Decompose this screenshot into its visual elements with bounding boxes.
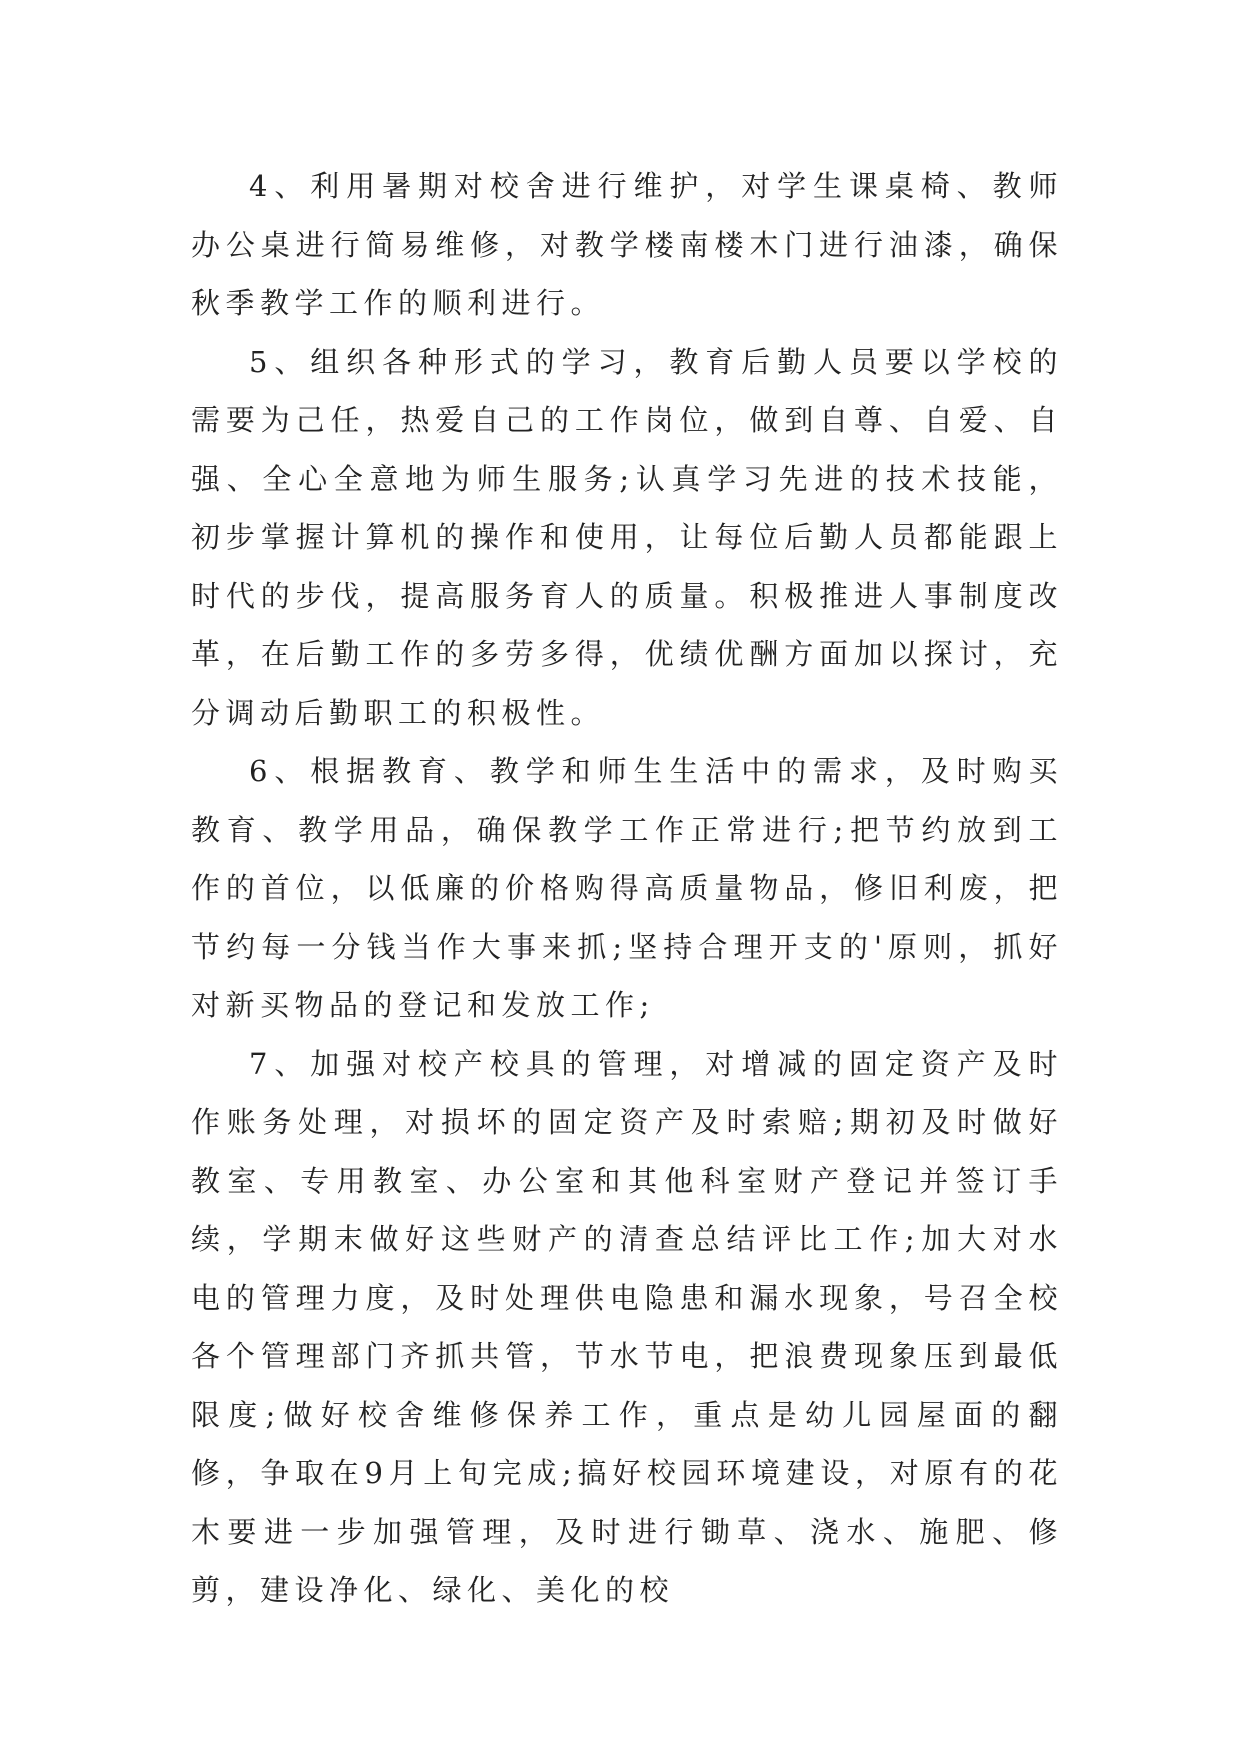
paragraph-item-4: 4、利用暑期对校舍进行维护，对学生课桌椅、教师办公桌进行简易维修，对教学楼南楼木门进行油漆，确保秋季教学工作的顺利进行。 (191, 169, 1063, 320)
paragraph-item-6: 6、根据教育、教学和师生生活中的需求，及时购买教育、教学用品，确保教学工作正常进行;把节约放到工作的首位，以低廉的价格购得高质量物品，修旧利废，把节约每一分钱当作大事来抓;坚持合理开支的'原则，抓好对新买物品的登记和发放工作; (191, 754, 1063, 1022)
document-body (191, 157, 1063, 1620)
paragraph-item-5: 5、组织各种形式的学习，教育后勤人员要以学校的需要为己任，热爱自己的工作岗位，做到自尊、自爱、自强、全心全意地为师生服务;认真学习先进的技术技能，初步掌握计算机的操作和使用，让每位后勤人员都能跟上时代的步伐，提高服务育人的质量。积极推进人事制度改革，在后勤工作的多劳多得，优绩优酬方面加以探讨，充分调动后勤职工的积极性。 (191, 344, 1063, 730)
paragraph-item-7: 7、加强对校产校具的管理，对增减的固定资产及时作账务处理，对损坏的固定资产及时索赔;期初及时做好教室、专用教室、办公室和其他科室财产登记并签订手续，学期末做好这些财产的清查总结评比工作;加大对水电的管理力度，及时处理供电隐患和漏水现象，号召全校各个管理部门齐抓共管，节水节电，把浪费现象压到最低限度;做好校舍维修保养工作，重点是幼儿园屋面的翻修，争取在9月上旬完成;搞好校园环境建设，对原有的花木要进一步加强管理，及时进行锄草、浇水、施肥、修剪，建设净化、绿化、美化的校 (191, 1046, 1063, 1607)
